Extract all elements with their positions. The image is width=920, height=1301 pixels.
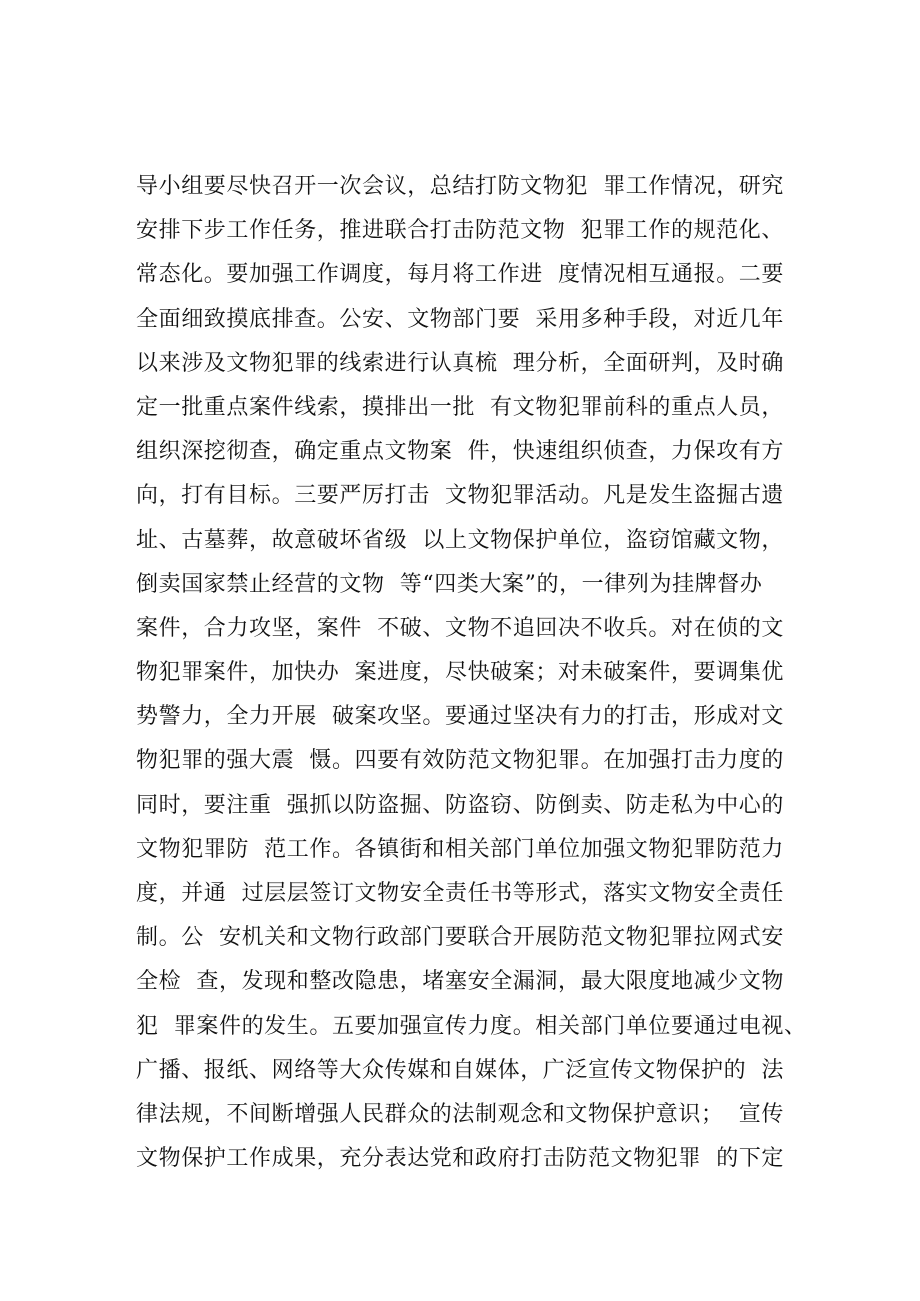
text-line-18: 制。公 安机关和文物行政部门要联合开展防范文物犯罪拉网式安: [136, 925, 784, 951]
text-line-3: 常态化。要加强工作调度，每月将工作进 度情况相互通报。二要: [136, 262, 784, 288]
text-line-20: 犯 罪案件的发生。五要加强宣传力度。相关部门单位要通过电视、: [136, 1013, 807, 1039]
text-line-14: 物犯罪的强大震 慑。四要有效防范文物犯罪。在加强打击力度的: [136, 748, 784, 774]
text-line-15: 同时，要注重 强抓以防盗掘、防盗窃、防倒卖、防走私为中心的: [136, 792, 784, 818]
text-line-8: 向，打有目标。三要严厉打击 文物犯罪活动。凡是发生盗掘古遗: [136, 483, 784, 509]
text-line-21: 广播、报纸、网络等大众传媒和自媒体，广泛宣传文物保护的 法: [136, 1057, 784, 1083]
text-line-13: 势警力，全力开展 破案攻坚。要通过坚决有力的打击，形成对文: [136, 704, 784, 730]
text-line-7: 组织深挖彻查，确定重点文物案 件，快速组织侦查，力保攻有方: [136, 439, 784, 465]
text-line-4: 全面细致摸底排查。公安、文物部门要 采用多种手段，对近几年: [136, 306, 784, 332]
text-line-11: 案件，合力攻坚，案件 不破、文物不追回决不收兵。对在侦的文: [136, 615, 784, 641]
text-line-2: 安排下步工作任务，推进联合打击防范文物 犯罪工作的规范化、: [136, 218, 784, 244]
text-line-1: 导小组要尽快召开一次会议，总结打防文物犯 罪工作情况，研究: [136, 174, 784, 199]
text-line-12: 物犯罪案件，加快办 案进度，尽快破案；对未破案件，要调集优: [136, 660, 784, 686]
body-text: [136, 165, 836, 1181]
text-line-5: 以来涉及文物犯罪的线索进行认真梳 理分析，全面研判，及时确: [136, 350, 784, 376]
text-line-19: 全检 查，发现和整改隐患，堵塞安全漏洞，最大限度地减少文物: [136, 969, 784, 995]
text-line-16: 文物犯罪防 范工作。各镇街和相关部门单位加强文物犯罪防范力: [136, 836, 784, 862]
text-line-22: 律法规，不间断增强人民群众的法制观念和文物保护意识； 宣传: [136, 1101, 784, 1127]
text-line-10: 倒卖国家禁止经营的文物 等“四类大案”的，一律列为挂牌督办: [136, 571, 763, 597]
text-line-17: 度，并通 过层层签订文物安全责任书等形式，落实文物安全责任: [136, 881, 784, 906]
text-line-23: 文物保护工作成果，充分表达党和政府打击防范文物犯罪 的下定: [136, 1146, 784, 1172]
text-line-6: 定一批重点案件线索，摸排出一批 有文物犯罪前科的重点人员，: [136, 394, 784, 420]
text-line-9: 址、古墓葬，故意破坏省级 以上文物保护单位，盗窃馆藏文物，: [136, 527, 784, 553]
